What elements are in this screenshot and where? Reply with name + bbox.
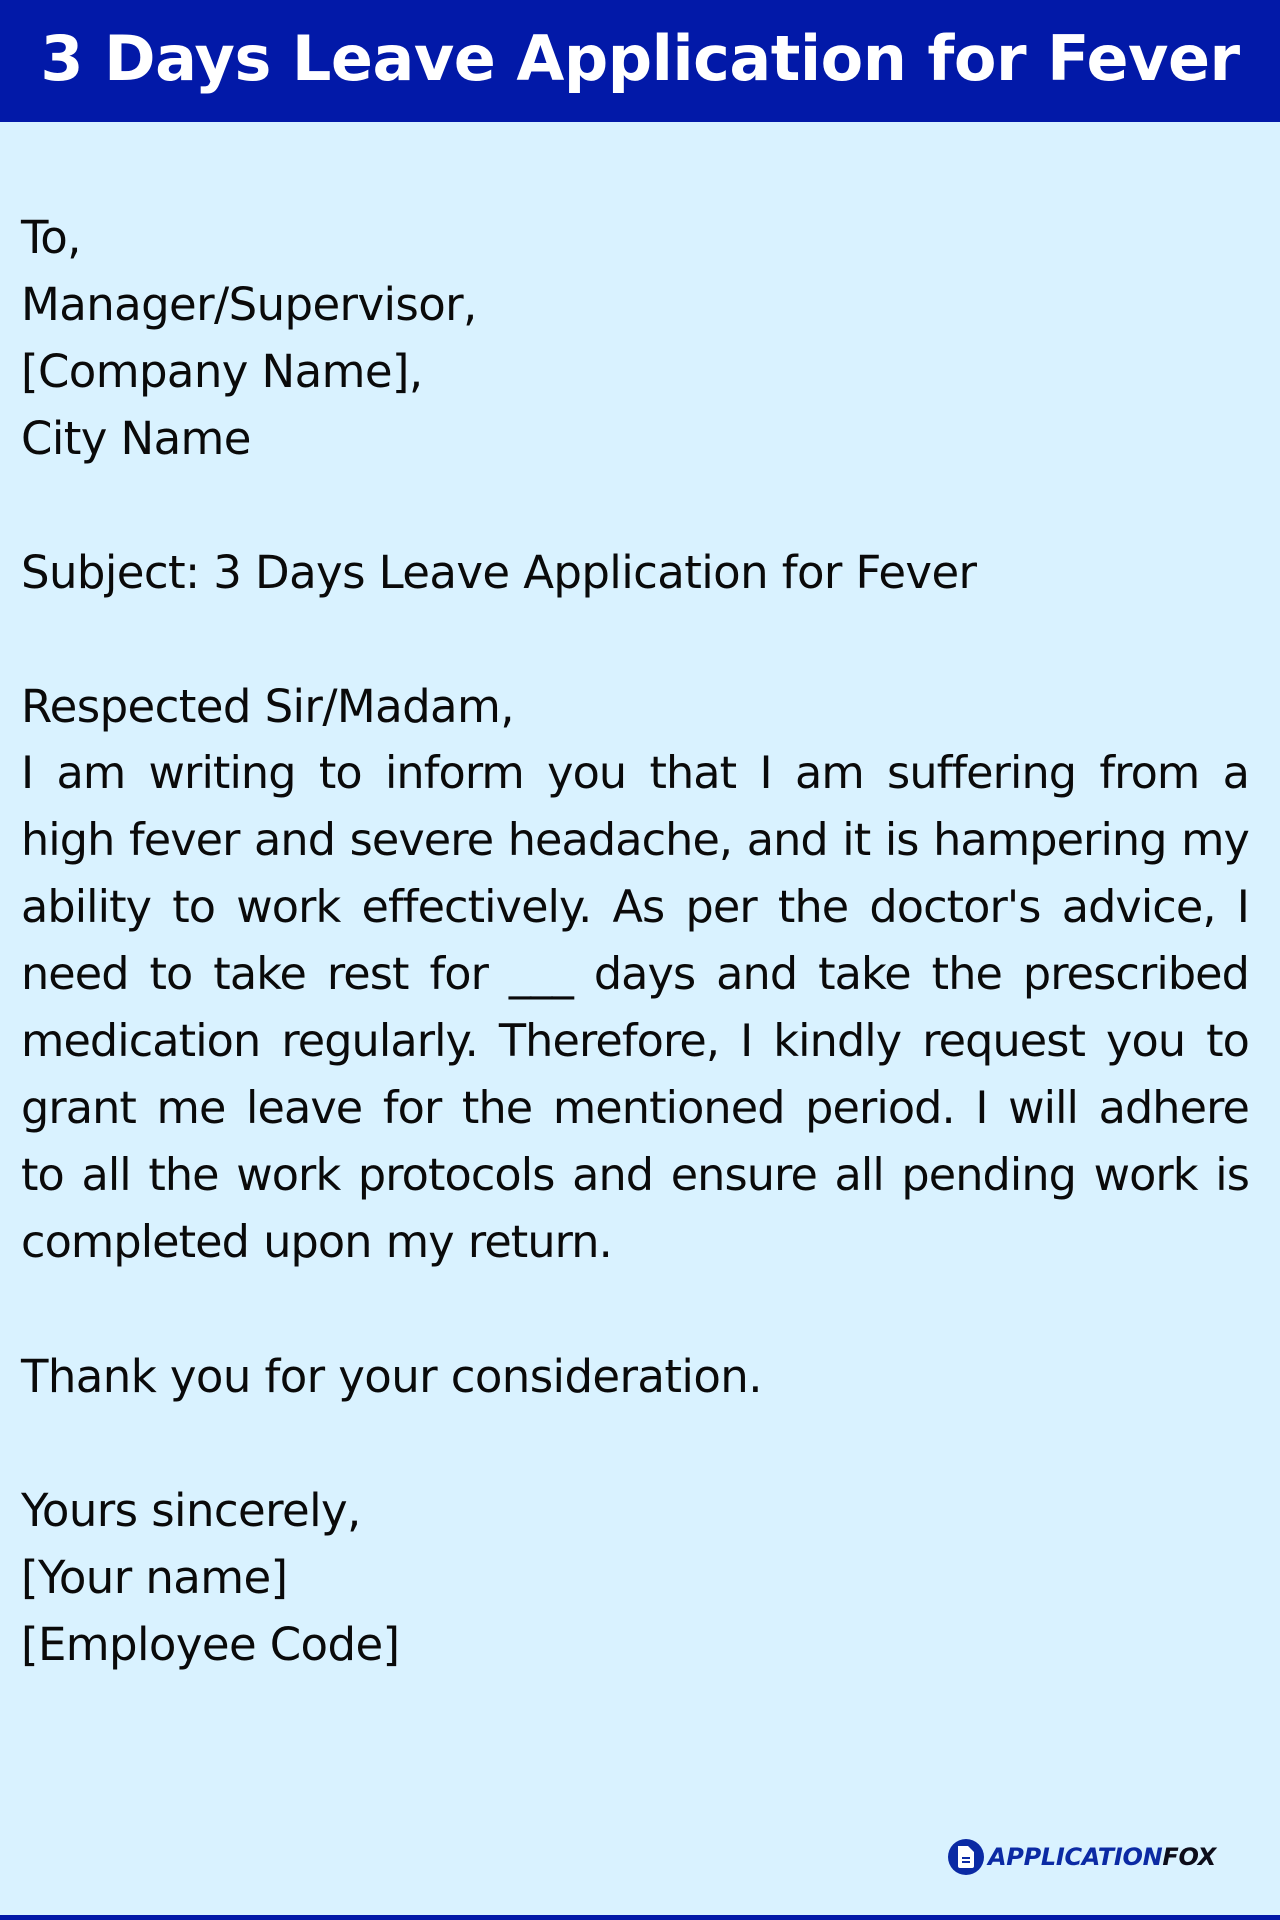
logo-text-secondary: FOX bbox=[1162, 1843, 1216, 1871]
footer-bar bbox=[0, 1915, 1280, 1920]
closing-block bbox=[21, 1477, 1249, 1678]
logo-wordmark bbox=[988, 1843, 1216, 1871]
letter-subject: Subject: 3 Days Leave Application for Fever bbox=[21, 546, 977, 599]
applicationfox-logo bbox=[948, 1838, 1216, 1876]
document-icon bbox=[948, 1839, 984, 1875]
recipient-block bbox=[21, 204, 1249, 472]
recipient-position: Manager/Supervisor, bbox=[21, 278, 477, 331]
letter-content bbox=[21, 204, 1249, 1678]
logo-text-primary: APPLICATION bbox=[988, 1843, 1163, 1871]
spacer bbox=[21, 1276, 1249, 1343]
letter-body: I am writing to inform you that I am suffering from a high fever and severe headache, and it is hampering my ability to work effectively. As per the doctor's advice, I need to take rest for ___ days and take the prescribed medication regularly. Therefore, I kindly request you to grant me leave for the mentioned period. I will adhere to all the work protocols and ensure all pending work is completed upon my return. bbox=[21, 748, 1249, 1268]
closing-name: [Your name] bbox=[21, 1551, 288, 1604]
recipient-company: [Company Name], bbox=[21, 345, 423, 398]
closing-sign-off: Yours sincerely, bbox=[21, 1484, 361, 1537]
spacer bbox=[21, 606, 1249, 673]
recipient-city: City Name bbox=[21, 412, 251, 465]
closing-employee-code: [Employee Code] bbox=[21, 1618, 400, 1671]
letter-thanks: Thank you for your consideration. bbox=[21, 1350, 762, 1403]
letter-salutation: Respected Sir/Madam, bbox=[21, 680, 514, 733]
recipient-to: To, bbox=[21, 211, 81, 264]
header-banner bbox=[0, 0, 1280, 122]
spacer bbox=[21, 472, 1249, 539]
spacer bbox=[21, 1410, 1249, 1477]
page-title: 3 Days Leave Application for Fever bbox=[40, 21, 1240, 95]
